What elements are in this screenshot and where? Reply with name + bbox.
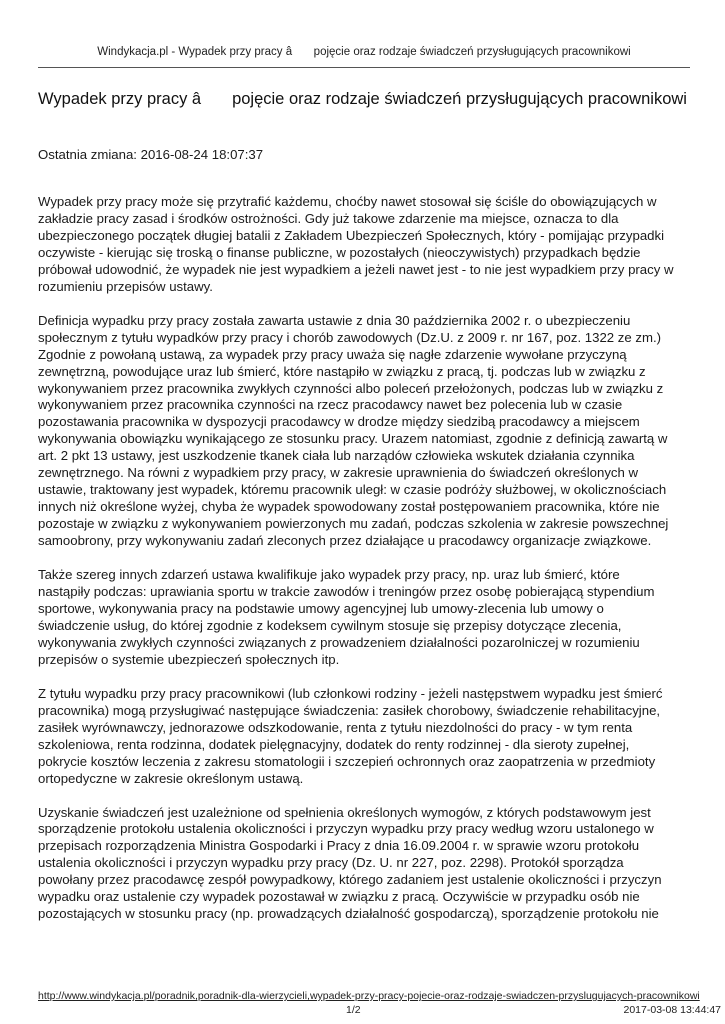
text-line: zewnętrznego. Na równi z wypadkiem przy pracy, w zakresie uprawnienia do świadczeń określonych w (38, 465, 639, 481)
text-line: pozostawania pracownika w dyspozycji pracodawcy w drodze między siedzibą pracodawcy a miejscem (38, 414, 640, 430)
text-line: Wypadek przy pracy może się przytrafić każdemu, choćby nawet stosował się ściśle do obowiązujących w (38, 194, 657, 209)
last-modified: Ostatnia zmiana: 2016-08-24 18:07:37 (38, 147, 264, 162)
paragraph-2 (38, 313, 690, 550)
source-url-link[interactable]: http://www.windykacja.pl/poradnik,poradnik-dla-wierzycieli,wypadek-przy-pracy-pojecie-oraz-rodzaje-swiadczen-przyslugujacych-pracownikowi (38, 990, 700, 1002)
header-divider (38, 67, 690, 68)
text-line: ubezpieczonego początek długiej batalii z Zakładem Ubezpieczeń Społecznych, który - pomijając przypadki (38, 227, 665, 243)
page-number: 1/2 (346, 1004, 361, 1016)
text-line: wykonywaniem przez pracownika czynności na rzecz pracodawcy nawet bez polecenia lub w czasie (38, 397, 623, 413)
text-line: pokrycie kosztów leczenia z zakresu stomatologii i szczepień ochronnych oraz zaopatrzenia w przedmioty (38, 753, 656, 769)
text-line: innych niż określone wyżej, chyba że wypadek spowodowany został postępowaniem pracownika, które nie (38, 499, 660, 515)
text-line: oczywiste - kierując się troską o finanse publiczne, w pozostałych (nieoczywistych) przypadkach będzie (38, 244, 641, 260)
text-line: wykonywania zwykłych czynności związanych z prowadzeniem działalności pozarolniczej w rozumieniu (38, 634, 640, 650)
page-header: Windykacja.pl - Wypadek przy pracy â pojęcie oraz rodzaje świadczeń przysługujących pracownikowi (97, 46, 631, 58)
text-line: art. 2 pkt 13 ustawy, jest uszkodzenie tkanek ciała lub narządów człowieka wskutek działania czynnika (38, 448, 635, 464)
text-line: wykonywaniem przez pracownika zwykłych czynności albo poleceń przełożonych, podczas lub w związku z (38, 380, 664, 396)
text-line: Z tytułu wypadku przy pracy pracownikowi (lub członkowi rodziny - jeżeli następstwem wypadku jest śmierć (38, 685, 663, 701)
text-line: pracownika) mogą przysługiwać następujące świadczenia: zasiłek chorobowy, świadczenie rehabilitacyjne, (38, 702, 661, 718)
text-line: zakładzie pracy zasad i środków ostrożności. Gdy już takowe zdarzenie ma miejsce, oznacza to dla (38, 210, 619, 226)
text-line: pozostających w stosunku pracy (np. prowadzących działalność gospodarczą), sporządzenie protokołu nie (38, 906, 659, 922)
text-line: ortopedyczne w zakresie określonym ustawą. (38, 770, 304, 786)
article-body (38, 194, 690, 940)
text-line: Definicja wypadku przy pracy została zawarta ustawie z dnia 30 października 2002 r. o ubezpieczeniu (38, 312, 631, 328)
text-line: ustawie, traktowany jest wypadek, któremu pracownik uległ: w czasie podróży służbowej, w okolicznościach (38, 482, 667, 498)
article-title: Wypadek przy pracy â pojęcie oraz rodzaje świadczeń przysługujących pracownikowi (38, 90, 687, 108)
text-line: świadczenie usług, do której zgodnie z kodeksem cywilnym stosuje się przepisy dotyczące zlecenia, (38, 617, 622, 633)
text-line: Uzyskanie świadczeń jest uzależnione od spełnienia określonych wymogów, z których podstawowym jest (38, 804, 651, 820)
text-line: sporządzenie protokołu ustalenia okoliczności i przyczyn wypadku przy pracy według wzoru ustalonego w (38, 821, 654, 837)
text-line: powołany przez pracodawcę zespół powypadkowy, którego zadaniem jest ustalenie okoliczności i przyczyn (38, 872, 662, 888)
paragraph-1 (38, 194, 690, 296)
text-line: samoobrony, przy wykonywaniu zadań zleconych przez działające u pracodawcy organizacje związkowe. (38, 533, 652, 549)
print-date: 2017-03-08 13:44:47 (623, 1004, 721, 1016)
text-line: wypadku oraz ustalenie czy wypadek pozostawał w związku z pracą. Oczywiście w przypadku osób nie (38, 889, 640, 905)
text-line: próbował udowodnić, że wypadek nie jest wypadkiem a jeżeli nawet jest - to nie jest wypadkiem przy pracy w (38, 261, 674, 277)
text-line: przepisów o systemie ubezpieczeń społecznych itp. (38, 651, 340, 667)
text-line: społecznym z tytułu wypadków przy pracy i chorób zawodowych (Dz.U. z 2009 r. nr 167, poz. 1322 ze zm.) (38, 329, 662, 345)
text-line: Także szereg innych zdarzeń ustawa kwalifikuje jako wypadek przy pracy, np. uraz lub śmierć, które (38, 567, 620, 583)
paragraph-3 (38, 567, 690, 669)
text-line: szkoleniowa, renta rodzinna, dodatek pielęgnacyjny, dodatek do renty rodzinnej - dla sieroty zupełnej, (38, 736, 630, 752)
text-line: ustalenia okoliczności i przyczyn wypadku przy pracy (Dz. U. nr 227, poz. 2298). Protokół sporządza (38, 855, 624, 871)
text-line: przepisach rozporządzenia Ministra Gospodarki i Pracy z dnia 16.09.2004 r. w sprawie wzoru protokołu (38, 838, 640, 854)
text-line: sportowe, wykonywania pracy na podstawie umowy agencyjnej lub umowy-zlecenia lub umowy o (38, 600, 604, 616)
text-line: wykonywania obowiązku wynikającego ze stosunku pracy. Urazem natomiast, zgodnie z definicją zawartą w (38, 431, 668, 447)
text-line: zewnętrzną, powodujące uraz lub śmierć, które nastąpiło w związku z pracą, tj. podczas lub w związku z (38, 363, 646, 379)
paragraph-4 (38, 686, 690, 788)
paragraph-5 (38, 805, 690, 924)
text-line: pozostaje w związku z wykonywaniem powierzonych mu zadań, podczas szkolenia w zakresie powszechnej (38, 516, 669, 532)
text-line: nastąpiły podczas: uprawiania sportu w trakcie zawodów i treningów przez osobę pobierającą stypendium (38, 584, 655, 600)
text-line: rozumieniu przepisów ustawy. (38, 278, 213, 294)
text-line: Zgodnie z powołaną ustawą, za wypadek przy pracy uważa się nagłe zdarzenie wywołane przyczyną (38, 346, 627, 362)
text-line: zasiłek wyrównawczy, jednorazowe odszkodowanie, renta z tytułu niezdolności do pracy - w tym renta (38, 719, 633, 735)
